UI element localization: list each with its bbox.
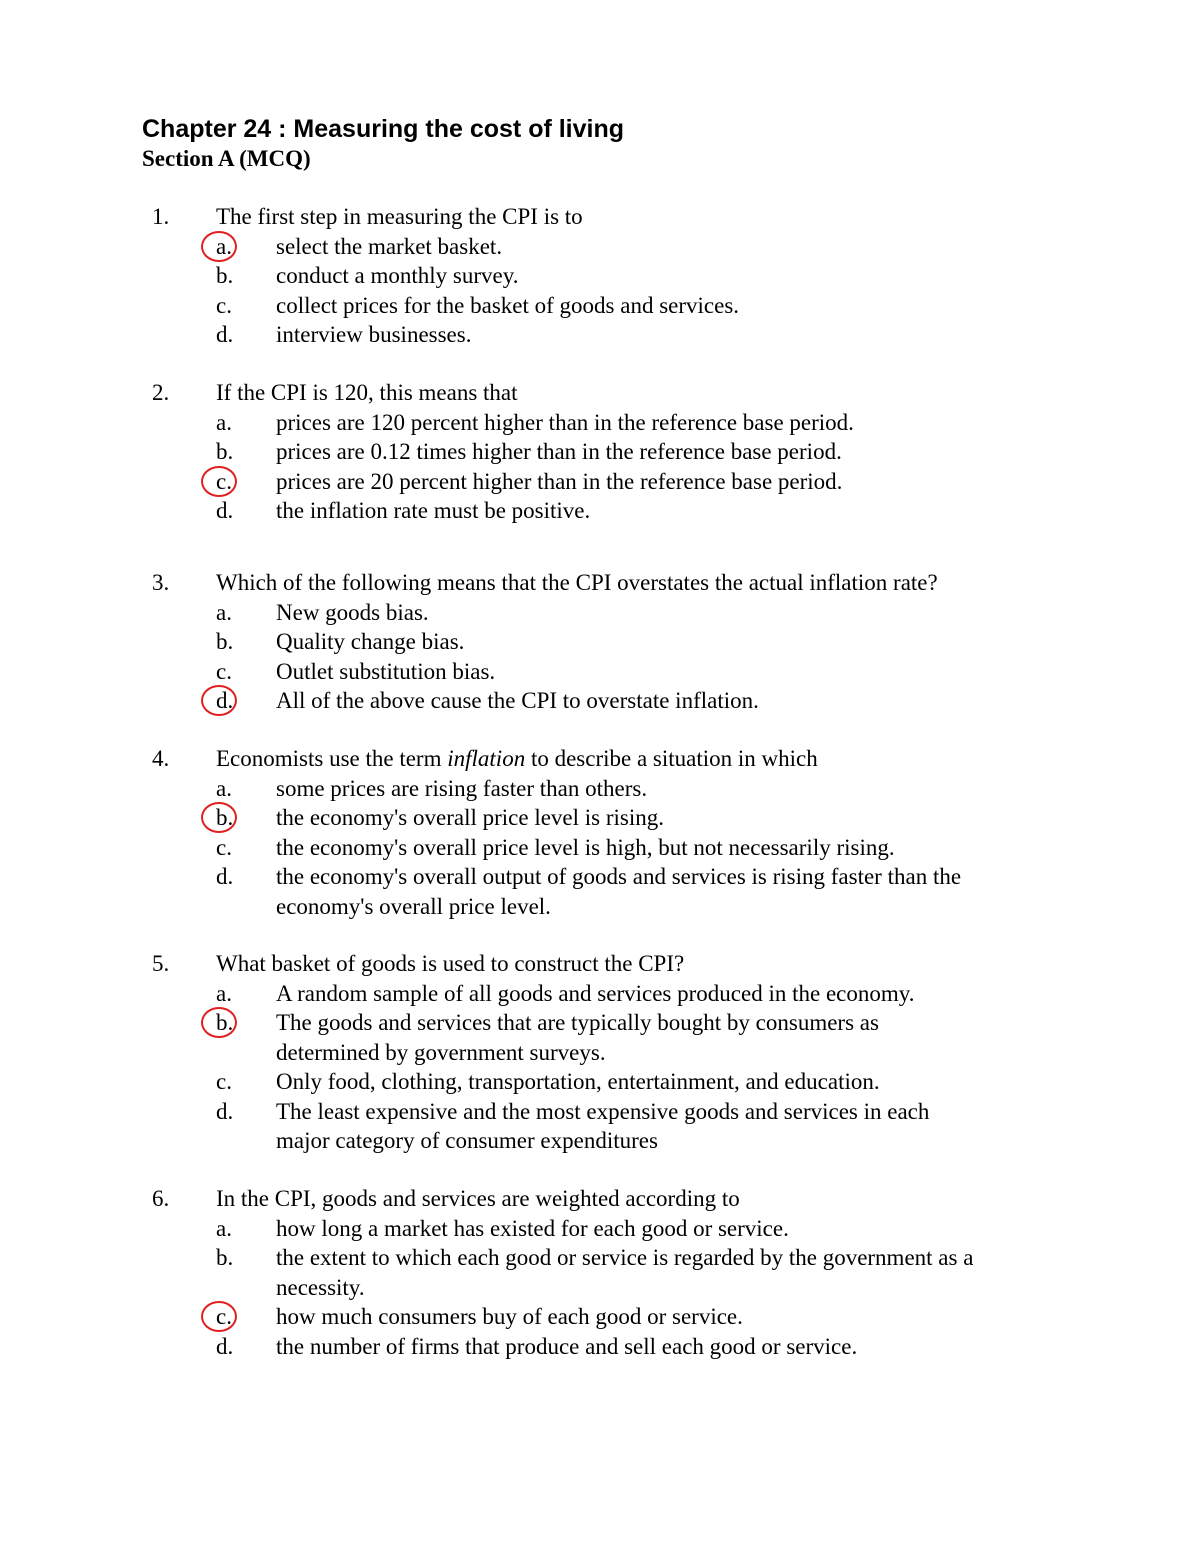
question-text: If the CPI is 120, this means that: [216, 380, 518, 405]
option-letter: d.: [216, 864, 234, 889]
option-text: the economy's overall price level is rising.: [276, 805, 665, 830]
question-number: 6.: [152, 1186, 170, 1211]
option-text: the economy's overall output of goods and services is rising faster than the: [276, 864, 962, 889]
option-letter: d.: [216, 1098, 234, 1124]
correct-answer-circle: [201, 1301, 237, 1332]
option-text: prices are 0.12 times higher than in the reference base period.: [276, 439, 842, 464]
question-number: 5.: [152, 951, 170, 976]
option-text: determined by government surveys.: [276, 1039, 606, 1065]
option-text: major category of consumer expenditures: [276, 1128, 658, 1153]
option-letter: a.: [216, 599, 232, 625]
question-number: 1.: [152, 204, 170, 229]
option-text: Only food, clothing, transportation, entertainment, and education.: [276, 1069, 880, 1094]
option-letter: a.: [216, 1215, 232, 1241]
option-letter: c.: [216, 292, 232, 318]
option-letter: d.: [216, 322, 234, 347]
option-text: how much consumers buy of each good or service.: [276, 1304, 743, 1329]
option-letter: b.: [216, 1245, 234, 1270]
correct-answer-circle: [201, 466, 237, 497]
question-text: Which of the following means that the CPI overstates the actual inflation rate?: [216, 570, 938, 595]
option-text: prices are 120 percent higher than in the reference base period.: [276, 409, 854, 435]
option-text: The least expensive and the most expensive goods and services in each: [276, 1098, 930, 1124]
option-letter: c.: [216, 1304, 232, 1329]
question-number: 4.: [152, 746, 170, 771]
correct-answer-circle: [201, 802, 237, 833]
correct-answer-circle: [201, 231, 237, 262]
question-text: The first step in measuring the CPI is to: [216, 204, 583, 229]
option-letter: c.: [216, 468, 232, 494]
option-letter: d.: [216, 1333, 234, 1359]
option-text: the extent to which each good or service is regarded by the government as a: [276, 1245, 974, 1270]
question-text-part: to describe a situation in which: [525, 746, 818, 771]
question-text-italic-term: inflation: [447, 746, 526, 771]
option-text: Quality change bias.: [276, 629, 465, 654]
option-letter: c.: [216, 834, 232, 860]
option-text: the inflation rate must be positive.: [276, 498, 591, 523]
question-text-part: Economists use the term: [216, 746, 448, 771]
option-letter: b.: [216, 1010, 234, 1035]
option-text: economy's overall price level.: [276, 893, 551, 919]
option-text: A random sample of all goods and services produced in the economy.: [276, 980, 915, 1006]
option-text: collect prices for the basket of goods and services.: [276, 292, 740, 318]
option-letter: c.: [216, 1069, 232, 1094]
option-text: the number of firms that produce and sell each good or service.: [276, 1333, 858, 1359]
chapter-title: Chapter 24 : Measuring the cost of living: [142, 115, 625, 143]
option-letter: a.: [216, 409, 232, 435]
option-letter: c.: [216, 658, 232, 684]
option-text: the economy's overall price level is high, but not necessarily rising.: [276, 834, 895, 860]
option-letter: b.: [216, 263, 234, 288]
option-text: interview businesses.: [276, 322, 472, 347]
option-letter: b.: [216, 629, 234, 654]
question-number: 2.: [152, 380, 170, 405]
option-text: The goods and services that are typically bought by consumers as: [276, 1010, 879, 1035]
option-text: select the market basket.: [276, 233, 503, 259]
option-text: prices are 20 percent higher than in the reference base period.: [276, 468, 843, 494]
option-letter: d.: [216, 498, 234, 523]
question-text: In the CPI, goods and services are weighted according to: [216, 1186, 740, 1211]
option-text: All of the above cause the CPI to overstate inflation.: [276, 688, 759, 713]
correct-answer-circle: [201, 1007, 237, 1038]
option-letter: a.: [216, 980, 232, 1006]
option-text: conduct a monthly survey.: [276, 263, 519, 288]
question-text: What basket of goods is used to construct the CPI?: [216, 951, 685, 976]
option-letter: b.: [216, 439, 234, 464]
correct-answer-circle: [201, 685, 237, 716]
section-title: Section A (MCQ): [142, 146, 311, 171]
option-letter: b.: [216, 805, 234, 830]
option-text: how long a market has existed for each good or service.: [276, 1215, 789, 1241]
option-text: some prices are rising faster than others.: [276, 775, 648, 801]
option-text: New goods bias.: [276, 599, 429, 625]
question-text: [216, 744, 818, 774]
question-number: 3.: [152, 570, 170, 595]
option-text: Outlet substitution bias.: [276, 658, 496, 684]
option-letter: a.: [216, 775, 232, 801]
option-text: necessity.: [276, 1274, 365, 1300]
option-letter: a.: [216, 233, 232, 259]
option-letter: d.: [216, 688, 234, 713]
